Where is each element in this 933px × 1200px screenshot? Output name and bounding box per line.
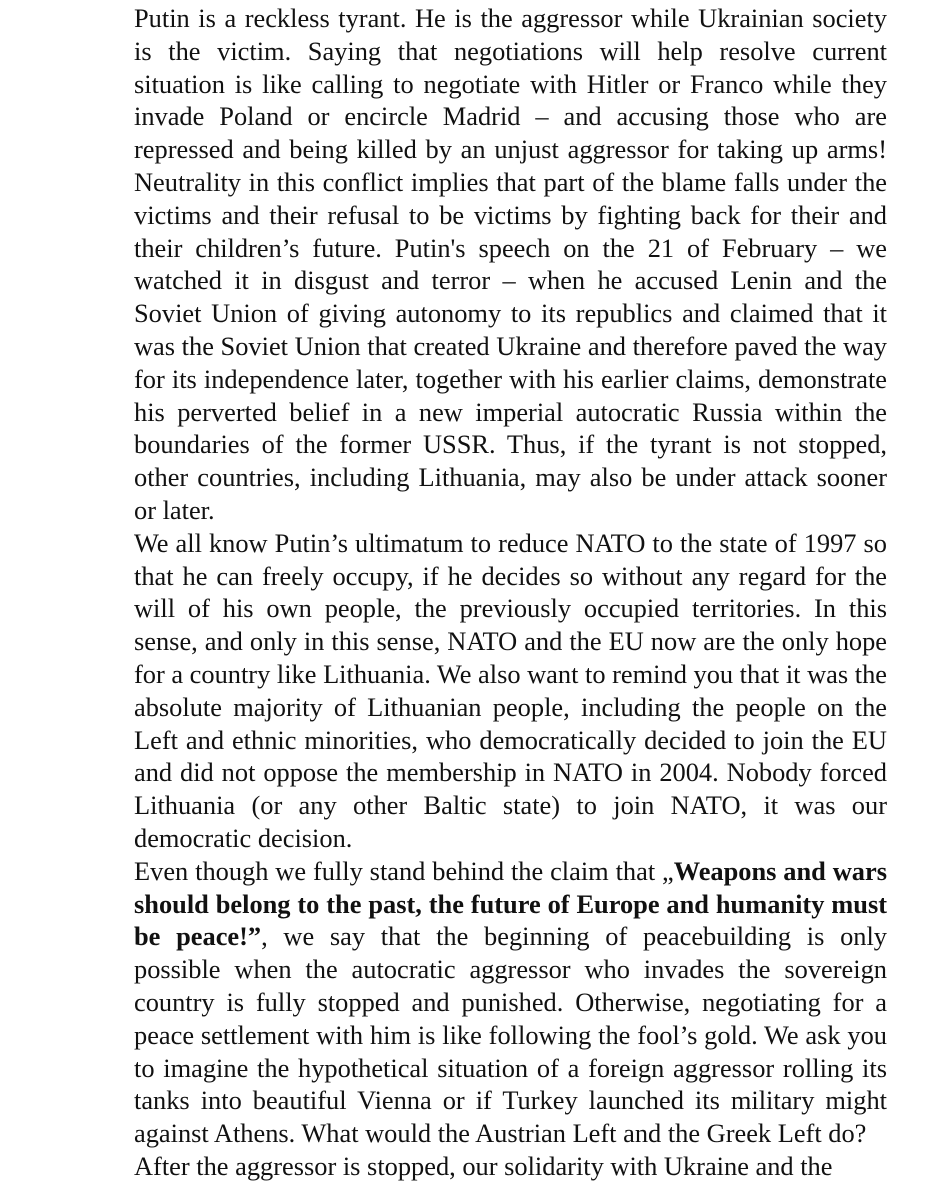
paragraph-nato-ultimatum: We all know Putin’s ultimatum to reduce NATO to the state of 1997 so that he can freely occupy, if he decides so without any regard for the will of his own people, the previously occupied territories. In this sense, and only in this sense, NATO and the EU now are the only hope for a country like Lithuania. We also want to remind you that it was the absolute majority of Lithuanian people, including the people on the Left and ethnic minorities, who democratically decided to join the EU and did not oppose the membership in NATO in 2004. Nobody forced Lithuania (or any other Baltic state) to join NATO, it was our democratic decision.	[134, 527, 887, 853]
paragraph-solidarity-cutoff: After the aggressor is stopped, our solidarity with Ukraine and the	[134, 1150, 833, 1181]
paragraph-putin-tyrant: Putin is a reckless tyrant. He is the aggressor while Ukrainian society is the victim. Saying that negotiations will help resolve current situation is like calling to negotiate with Hitler or Franco while they invade Poland or encircle Madrid – and accusing those who are repressed and being killed by an unjust aggressor for taking up arms! Neutrality in this conflict implies that part of the blame falls under the victims and their refusal to be victims by fighting back for their and their children’s future. Putin's speech on the 21 of February – we watched it in disgust and terror – when he accused Lenin and the Soviet Union of giving autonomy to its republics and claimed that it was the Soviet Union that created Ukraine and therefore paved the way for its independence later, together with his earlier claims, demonstrate his perverted belief in a new imperial autocratic Russia within the boundaries of the former USSR. Thus, if the tyrant is not stopped, other countries, including Lithuania, may also be under attack sooner or later.	[134, 3, 887, 525]
paragraph-peace-claim	[134, 855, 887, 1150]
peace-claim-rest: , we say that the beginning of peacebuilding is only possible when the autocratic aggressor who invades the sovereign country is fully stopped and punished. Otherwise, negotiating for a peace settlement with him is like following the fool’s gold. We ask you to imagine the hypothetical situation of a foreign aggressor rolling its tanks into beautiful Vienna or if Turkey launched its military might against Athens. What would the Austrian Left and the Greek Left do?	[134, 921, 887, 1149]
peace-claim-intro: Even though we fully stand behind the claim that „	[134, 855, 674, 886]
peace-claim-quote: Weapons and wars should belong to the past, the future of Europe and humanity must be peace!”	[134, 855, 887, 952]
letter-body	[134, 2, 887, 1183]
